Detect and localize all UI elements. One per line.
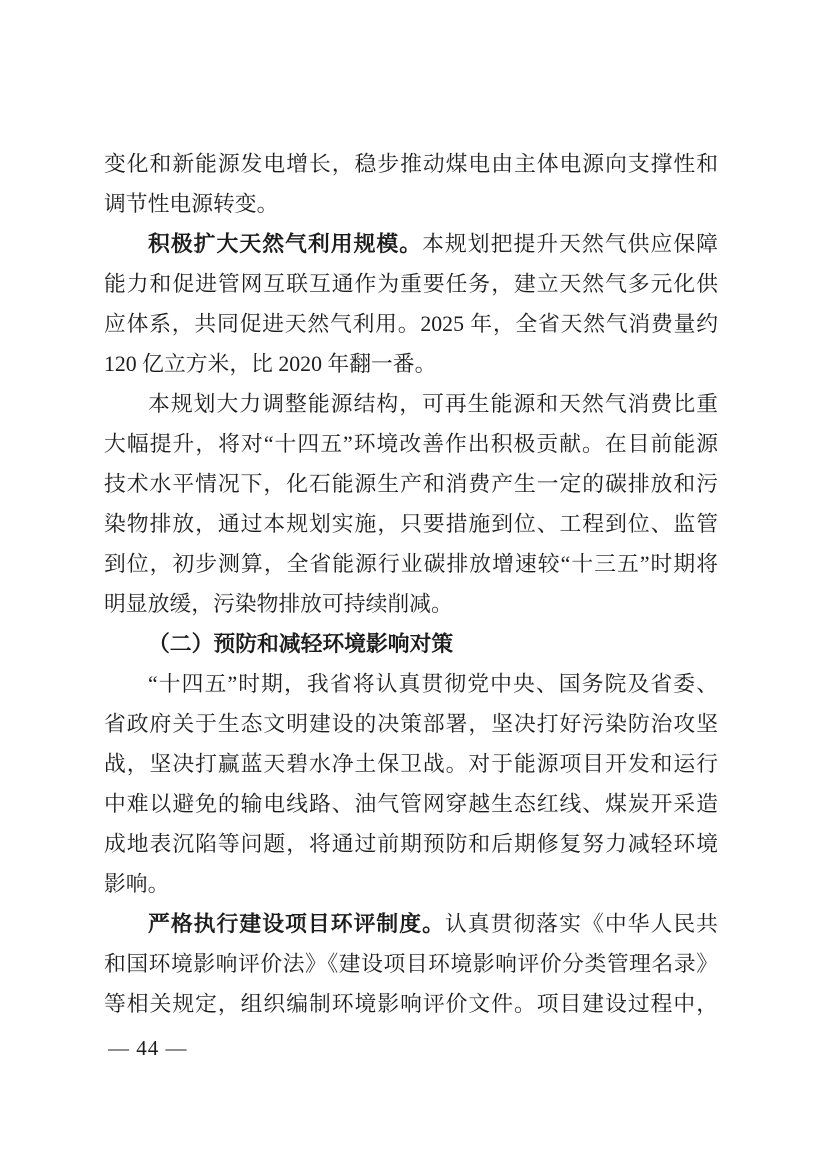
- text-line: [104, 744, 718, 784]
- text-line: [104, 424, 718, 464]
- text-segment: “十四五”时期，我省将认真贯彻党中央、国务院及省委、: [148, 672, 718, 696]
- text-segment: 影响。: [104, 872, 170, 896]
- text-segment: 技术水平情况下，化石能源生产和消费产生一定的碳排放和污: [104, 472, 718, 496]
- text-segment: 能力和促进管网互联互通作为重要任务，建立天然气多元化供: [104, 272, 718, 296]
- text-line: [104, 984, 718, 1024]
- text-line: [104, 224, 718, 264]
- text-line: [104, 704, 718, 744]
- text-segment: 明显放缓，污染物排放可持续削减。: [104, 592, 453, 616]
- text-segment: 变化和新能源发电增长，稳步推动煤电由主体电源向支撑性和: [104, 152, 718, 176]
- text-line: [104, 624, 718, 664]
- text-line: [104, 864, 718, 904]
- text-line: [104, 464, 718, 504]
- document-body: [104, 144, 718, 1024]
- text-segment: 中难以避免的输电线路、油气管网穿越生态红线、煤炭开采造: [104, 792, 718, 816]
- text-line: [104, 824, 718, 864]
- text-segment: 120 亿立方米，比 2020 年翻一番。: [104, 352, 437, 376]
- text-line: [104, 384, 718, 424]
- bold-text-segment: 严格执行建设项目环评制度。: [148, 912, 445, 936]
- text-segment: 战，坚决打赢蓝天碧水净土保卫战。对于能源项目开发和运行: [104, 752, 718, 776]
- text-line: [104, 304, 718, 344]
- text-segment: 本规划大力调整能源结构，可再生能源和天然气消费比重: [148, 392, 718, 416]
- text-line: [104, 344, 718, 384]
- text-line: [104, 944, 718, 984]
- text-line: [104, 264, 718, 304]
- bold-text-segment: （二）预防和减轻环境影响对策: [148, 632, 454, 656]
- text-segment: 省政府关于生态文明建设的决策部署，坚决打好污染防治攻坚: [104, 712, 718, 736]
- text-line: [104, 544, 718, 584]
- text-segment: 等相关规定，组织编制环境影响评价文件。项目建设过程中，: [104, 992, 718, 1016]
- text-line: [104, 144, 718, 184]
- text-segment: 和国环境影响评价法》《建设项目环境影响评价分类管理名录》: [104, 952, 718, 976]
- text-segment: 到位，初步测算，全省能源行业碳排放增速较“十三五”时期将: [104, 552, 718, 576]
- text-line: [104, 664, 718, 704]
- text-segment: 成地表沉陷等问题，将通过前期预防和后期修复努力减轻环境: [104, 832, 718, 856]
- text-segment: 大幅提升，将对“十四五”环境改善作出积极贡献。在目前能源: [104, 432, 718, 456]
- text-line: [104, 184, 718, 224]
- text-line: [104, 904, 718, 944]
- text-segment: 认真贯彻落实《中华人民共: [444, 912, 718, 936]
- text-line: [104, 504, 718, 544]
- text-segment: 应体系，共同促进天然气利用。2025 年，全省天然气消费量约: [104, 312, 718, 336]
- text-segment: 本规划把提升天然气供应保障: [422, 232, 718, 256]
- text-segment: 调节性电源转变。: [104, 192, 279, 216]
- text-line: [104, 784, 718, 824]
- text-line: [104, 584, 718, 624]
- text-segment: 染物排放，通过本规划实施，只要措施到位、工程到位、监管: [104, 512, 718, 536]
- bold-text-segment: 积极扩大天然气利用规模。: [148, 232, 423, 256]
- page-number: — 44 —: [108, 1036, 188, 1060]
